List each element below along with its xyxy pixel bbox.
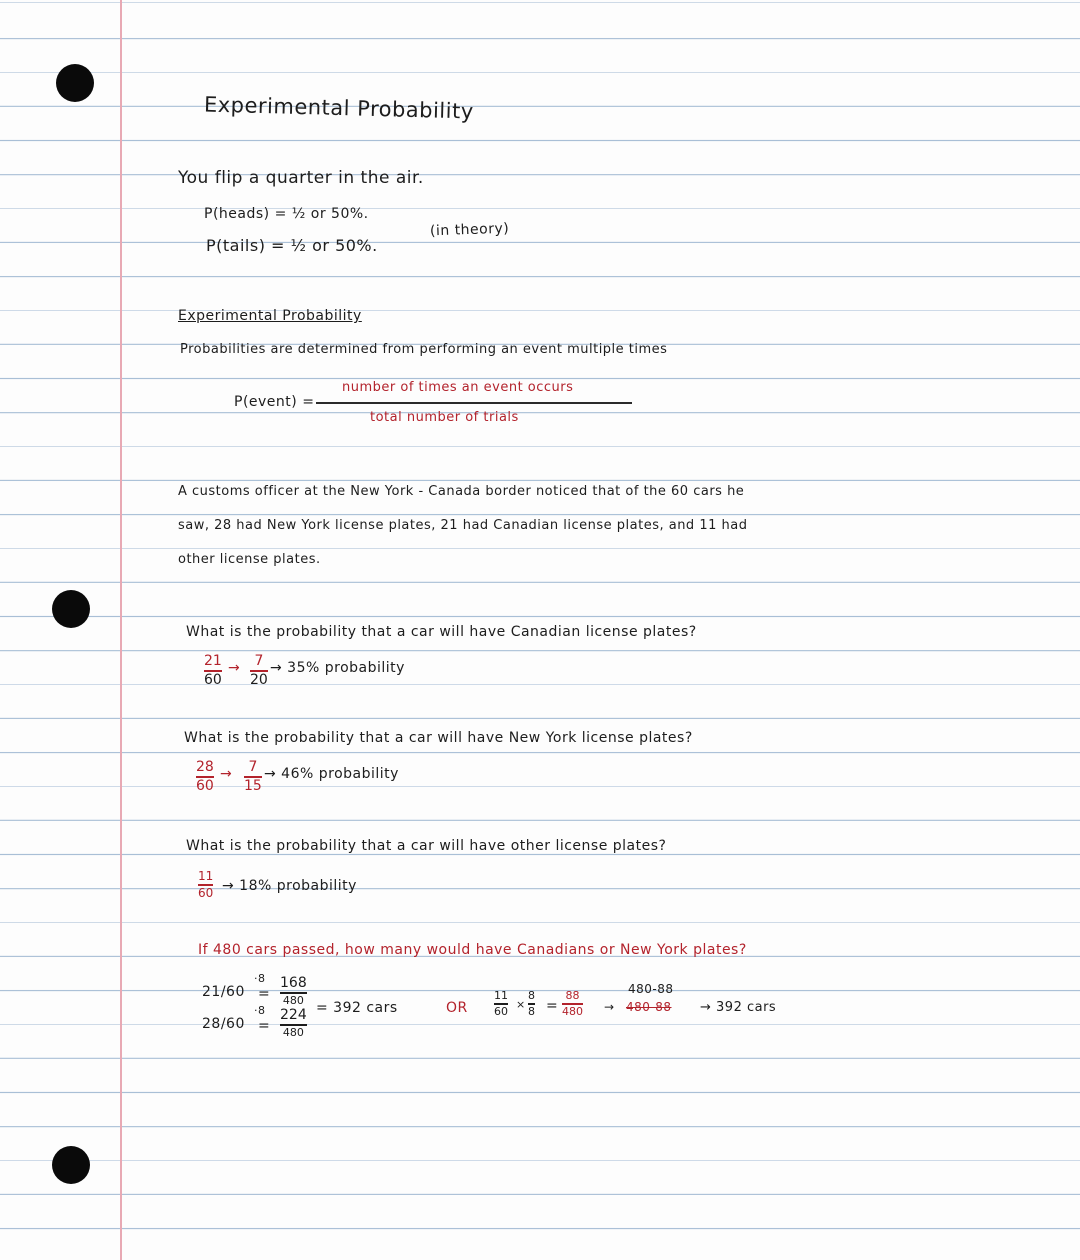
question-newyork: What is the probability that a car will have New York license plates?	[184, 730, 693, 746]
problem-line-1: A customs officer at the New York - Canada border noticed that of the 60 cars he	[178, 484, 745, 499]
q4-row2-eq: =	[258, 1018, 271, 1034]
q4-alt-f1-num: 11	[494, 989, 508, 1002]
q4-row1-result-num: 168	[280, 975, 307, 991]
formula-numerator: number of times an event occurs	[342, 380, 574, 395]
formula-fraction-bar	[316, 402, 632, 404]
q4-row1-eq: =	[258, 986, 271, 1002]
q4-alt-f2-num: 8	[528, 989, 535, 1002]
definition-heading: Experimental Probability	[178, 308, 362, 324]
formula-lhs: P(event) =	[234, 394, 315, 410]
q4-alt-final: → 392 cars	[700, 1000, 777, 1015]
q1-f1-numerator: 21	[204, 653, 222, 669]
q2-fraction-2	[244, 760, 262, 793]
q4-row2-result	[280, 1008, 307, 1038]
q4-alt-f2-den: 8	[528, 1004, 535, 1018]
q1-fraction-2	[250, 654, 268, 687]
q4-row2-result-den: 480	[282, 1025, 304, 1039]
q1-f2-denominator: 20	[250, 671, 268, 688]
q1-arrow: →	[228, 660, 241, 676]
problem-line-3: other license plates.	[178, 552, 321, 567]
q4-alt-fraction-1	[494, 990, 508, 1017]
in-theory-note: (in theory)	[429, 220, 510, 240]
q4-alt-times: ×	[516, 998, 526, 1011]
q3-fraction	[198, 870, 213, 899]
question-480-cars: If 480 cars passed, how many would have Canadians or New York plates?	[198, 942, 747, 958]
q2-f1-numerator: 28	[196, 759, 214, 775]
q4-row1-lhs: 21/60	[202, 984, 245, 1000]
q2-arrow: →	[220, 766, 233, 782]
q1-fraction-1	[204, 654, 222, 687]
q3-result: → 18% probability	[222, 878, 357, 894]
binder-hole-top	[56, 64, 94, 102]
formula-denominator: total number of trials	[370, 410, 519, 425]
q4-alt-f1-den: 60	[494, 1004, 508, 1018]
q2-f2-denominator: 15	[244, 777, 262, 794]
q4-alt-scratch: 480-88	[626, 1000, 672, 1014]
q4-total: = 392 cars	[316, 1000, 398, 1016]
q1-f2-numerator: 7	[254, 653, 264, 669]
q4-row2-lhs: 28/60	[202, 1016, 245, 1032]
q4-row2-mul: ·8	[254, 1004, 266, 1017]
definition-text: Probabilities are determined from performing an event multiple times	[180, 342, 668, 357]
q2-f2-numerator: 7	[248, 759, 258, 775]
page-title: Experimental Probability	[203, 92, 475, 124]
q3-f1-numerator: 11	[198, 869, 214, 883]
q4-row1-result	[280, 976, 307, 1006]
margin-line	[120, 0, 122, 1260]
q2-f1-denominator: 60	[196, 777, 214, 794]
intro-line: You flip a quarter in the air.	[178, 168, 424, 188]
q4-alt-result-num: 88	[565, 989, 580, 1002]
q4-alt-result-den: 480	[562, 1004, 583, 1018]
q4-row1-result-den: 480	[282, 993, 304, 1007]
q2-fraction-1	[196, 760, 214, 793]
q4-alt-subtraction: 480-88	[628, 982, 674, 996]
q1-result: → 35% probability	[270, 660, 405, 676]
question-canadian: What is the probability that a car will have Canadian license plates?	[186, 624, 697, 640]
binder-hole-middle	[52, 590, 90, 628]
q4-alt-arrow: →	[604, 1000, 615, 1014]
q4-alt-fraction-2	[528, 990, 535, 1017]
q4-alt-result	[562, 990, 583, 1017]
p-tails: P(tails) = ½ or 50%.	[206, 236, 378, 255]
question-other: What is the probability that a car will have other license plates?	[186, 838, 667, 854]
q4-or: OR	[446, 1000, 468, 1016]
q4-row2-result-num: 224	[280, 1007, 307, 1023]
q1-f1-denominator: 60	[204, 671, 222, 688]
p-heads: P(heads) = ½ or 50%.	[204, 206, 369, 222]
q4-alt-eq: =	[546, 998, 559, 1014]
q2-result: → 46% probability	[264, 766, 399, 782]
q3-f1-denominator: 60	[198, 885, 214, 900]
binder-hole-bottom	[52, 1146, 90, 1184]
q4-row1-mul: ·8	[254, 972, 266, 985]
problem-line-2: saw, 28 had New York license plates, 21 had Canadian license plates, and 11 had	[178, 518, 748, 533]
